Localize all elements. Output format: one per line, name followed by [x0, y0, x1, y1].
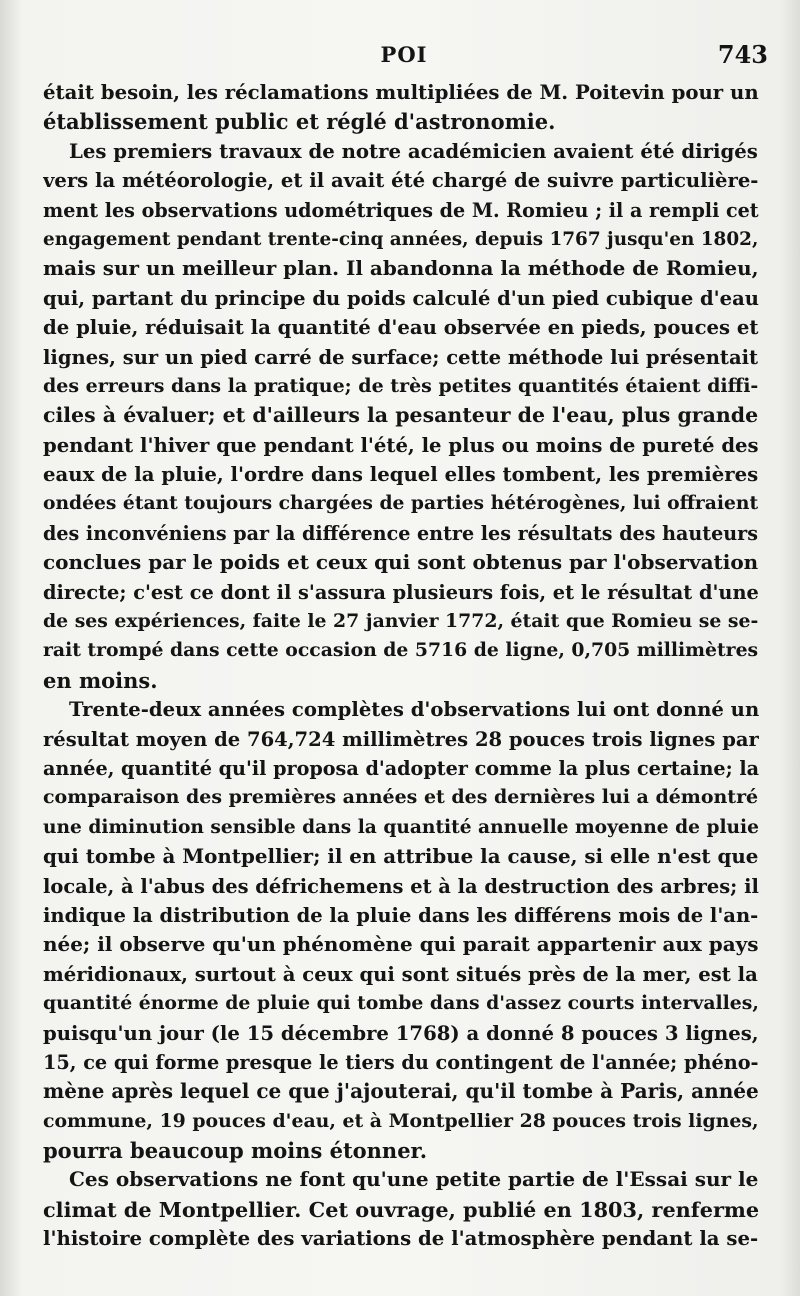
text-line: était besoin, les réclamations multipliées de M. Poitevin pour un	[43, 81, 759, 104]
text-line: ondées étant toujours chargées de parties hétérogènes, lui offraient	[43, 492, 759, 515]
text-line: commune, 19 pouces d'eau, et à Montpellier 28 pouces trois lignes,	[43, 1109, 759, 1132]
text-line: directe; c'est ce dont il s'assura plusieurs fois, et le résultat d'une	[43, 580, 759, 604]
page-number: 743	[717, 40, 768, 69]
text-line: vers la météorologie, et il avait été chargé de suivre particulière-	[43, 169, 759, 193]
running-head: POI	[380, 42, 428, 67]
text-line: pourra beaucoup moins étonner.	[43, 1138, 427, 1164]
body-text	[43, 78, 759, 1254]
text-line: méridionaux, surtout à ceux qui sont situés près de la mer, est la	[43, 962, 758, 986]
text-line: mais sur un meilleur plan. Il abandonna la méthode de Romieu,	[43, 256, 759, 281]
text-line: mène après lequel ce que j'ajouterai, qu'il tombe à Paris, année	[43, 1079, 759, 1104]
text-line: comparaison des premières années et des dernières lui a démontré	[43, 786, 759, 809]
text-line: l'histoire complète des variations de l'atmosphère pendant la se-	[43, 1227, 759, 1251]
page-header	[40, 40, 768, 80]
text-line: ciles à évaluer; et d'ailleurs la pesanteur de l'eau, plus grande	[43, 403, 759, 428]
text-line: lignes, sur un pied carré de surface; cette méthode lui présentait	[43, 345, 759, 369]
text-line: de pluie, réduisait la quantité d'eau observée en pieds, pouces et	[43, 316, 759, 340]
text-line: des erreurs dans la pratique; de très petites quantités étaient diffi-	[43, 374, 759, 397]
text-line: engagement pendant trente-cinq années, depuis 1767 jusqu'en 1802,	[43, 228, 759, 250]
text-line: climat de Montpellier. Cet ouvrage, publié en 1803, renferme	[43, 1196, 759, 1222]
paragraph-start-line: Ces observations ne font qu'une petite partie de l'Essai sur le	[69, 1167, 759, 1192]
text-line: puisqu'un jour (le 15 décembre 1768) a donné 8 pouces 3 lignes,	[43, 1021, 759, 1045]
text-line: résultat moyen de 764,724 millimètres 28 pouces trois lignes par	[43, 727, 759, 751]
text-line: née; il observe qu'un phénomène qui parait appartenir aux pays	[43, 932, 759, 957]
text-line: indique la distribution de la pluie dans les différens mois de l'an-	[43, 903, 759, 927]
text-line: 15, ce qui forme presque le tiers du contingent de l'année; phéno-	[43, 1050, 759, 1074]
text-line: locale, à l'abus des défrichemens et à la destruction des arbres; il	[43, 874, 759, 898]
text-line: qui tombe à Montpellier; il en attribue la cause, si elle n'est que	[43, 844, 759, 869]
paragraph-start-line: Les premiers travaux de notre académicien avaient été dirigés	[69, 139, 758, 163]
text-line: année, quantité qu'il proposa d'adopter comme la plus certaine; la	[43, 756, 759, 780]
text-line: eaux de la pluie, l'ordre dans lequel elles tombent, les premières	[43, 463, 759, 487]
text-line: établissement public et réglé d'astronomie.	[43, 109, 556, 135]
text-line: rait trompé dans cette occasion de 5716 de ligne, 0,705 millimètres	[43, 639, 759, 662]
text-line: en moins.	[43, 667, 158, 693]
text-line: conclues par le poids et ceux qui sont obtenus par l'observation	[43, 550, 759, 575]
text-line: quantité énorme de pluie qui tombe dans d'assez courts intervalles,	[43, 992, 759, 1015]
text-line: de ses expériences, faite le 27 janvier 1772, était que Romieu se se-	[43, 610, 759, 633]
text-line: pendant l'hiver que pendant l'été, le plus ou moins de pureté des	[43, 433, 759, 457]
text-line: des inconvéniens par la différence entre les résultats des hauteurs	[43, 521, 758, 545]
text-line: qui, partant du principe du poids calculé d'un pied cubique d'eau	[43, 286, 759, 310]
text-line: ment les observations udométriques de M. Romieu ; il a rempli cet	[43, 198, 759, 222]
text-line: une diminution sensible dans la quantité annuelle moyenne de pluie	[43, 816, 759, 838]
paragraph-start-line: Trente-deux années complètes d'observations lui ont donné un	[69, 698, 759, 722]
